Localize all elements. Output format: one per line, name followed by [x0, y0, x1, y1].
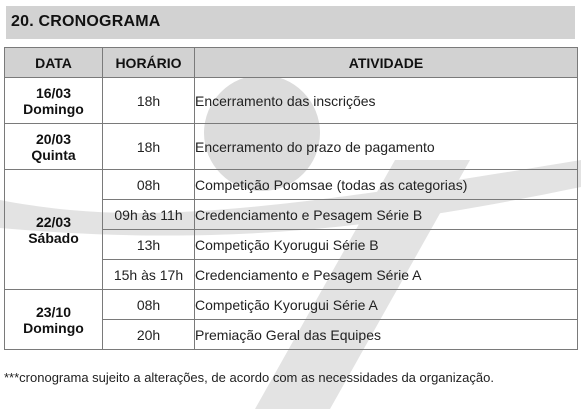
section-title [11, 13, 161, 31]
activity-cell: Premiação Geral das Equipes [195, 320, 578, 350]
time-cell: 15h às 17h [103, 260, 195, 290]
date-value: 22/03 [35, 213, 72, 230]
time-cell: 18h [103, 124, 195, 170]
table-row [5, 124, 578, 170]
table-header-row [5, 48, 578, 78]
table-row [5, 78, 578, 124]
footnote: ***cronograma sujeito a alterações, de acordo com as necessidades da organização. [4, 370, 494, 385]
time-cell: 09h às 11h [103, 200, 195, 230]
col-header-time: HORÁRIO [103, 48, 195, 78]
activity-cell: Encerramento do prazo de pagamento [195, 124, 578, 170]
date-cell [5, 170, 103, 290]
time-cell: 18h [103, 78, 195, 124]
date-cell [5, 78, 103, 124]
time-cell: 08h [103, 170, 195, 200]
day-name: Domingo [23, 100, 84, 117]
date-cell [5, 290, 103, 350]
activity-cell: Encerramento das inscrições [195, 78, 578, 124]
section-number: 20. [11, 13, 34, 30]
date-value: 16/03 [35, 84, 72, 101]
date-value: 20/03 [35, 130, 72, 147]
time-cell: 13h [103, 230, 195, 260]
section-title-text: CRONOGRAMA [38, 13, 161, 30]
activity-cell: Credenciamento e Pesagem Série A [195, 260, 578, 290]
date-cell [5, 124, 103, 170]
table-row [5, 290, 578, 320]
activity-cell: Competição Kyorugui Série A [195, 290, 578, 320]
schedule-table [4, 47, 578, 350]
col-header-date: DATA [5, 48, 103, 78]
activity-cell: Competição Kyorugui Série B [195, 230, 578, 260]
day-name: Domingo [23, 319, 84, 336]
col-header-activity: ATIVIDADE [195, 48, 578, 78]
date-value: 23/10 [35, 303, 72, 320]
day-name: Quinta [31, 146, 76, 163]
section-header [6, 6, 575, 39]
activity-cell: Credenciamento e Pesagem Série B [195, 200, 578, 230]
day-name: Sábado [28, 229, 79, 246]
activity-cell: Competição Poomsae (todas as categorias) [195, 170, 578, 200]
time-cell: 20h [103, 320, 195, 350]
table-row [5, 170, 578, 200]
time-cell: 08h [103, 290, 195, 320]
